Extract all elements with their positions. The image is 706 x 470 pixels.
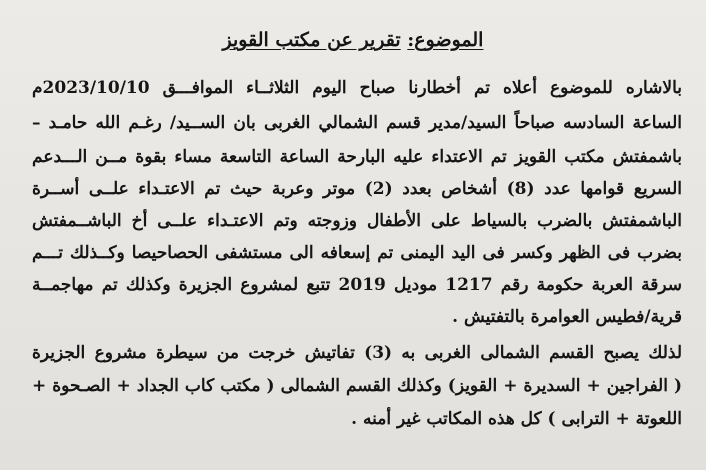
title-text: تقرير عن مكتب القويز — [222, 29, 401, 51]
body-line-4: السريع قوامها عدد (8) أشخاص بعدد (2) موتر وعربة حيث تم الاعتـداء علــى أســرة — [32, 179, 682, 199]
title-label: الموضوع: — [407, 29, 484, 51]
body-line-5: الباشمفتش بالضرب بالسياط على الأطفال وزوجته وتم الاعتـداء علــى أخ الباشــمفتش — [32, 211, 682, 231]
body-line-11: اللعوتة + الترابى ) كل هذه المكاتب غير أمنه . — [351, 409, 682, 429]
body-line-1: بالاشاره للموضوع أعلاه تم أخطارنا صباح اليوم الثلاثــاء الموافـــق 2023/10/10م — [32, 78, 682, 98]
body-line-9: لذلك يصبح القسم الشمالى الغربى به (3) تفاتيش خرجت من سيطرة مشروع الجزيرة — [32, 343, 682, 363]
body-line-6: بضرب فى الظهر وكسر فى اليد اليمنى تم إسعافه الى مستشفى الحصاحيصا وكــذلك تـــم — [32, 243, 682, 263]
body-line-10: ( الفراجين + السديرة + القويز) وكذلك القسم الشمالى ( مكتب كاب الجداد + الصـحوة + — [32, 376, 682, 396]
page-title — [0, 28, 706, 52]
body-line-2: الساعة السادسه صباحاً السيد/مدير قسم الشمالي الغربى بان الســيد/ رغـم الله حامـد – — [32, 113, 682, 133]
body-line-8: قرية/فطيس العوامرة بالتفتيش . — [452, 307, 682, 327]
body-line-3: باشمفتش مكتب القويز تم الاعتداء عليه البارحة الساعة التاسعة مساء بقوة مــن الـــدعم — [32, 147, 682, 167]
body-line-7: سرقة العربة حكومة رقم 1217 موديل 2019 تتبع لمشروع الجزيرة وكذلك تم مهاجمــة — [32, 275, 682, 295]
